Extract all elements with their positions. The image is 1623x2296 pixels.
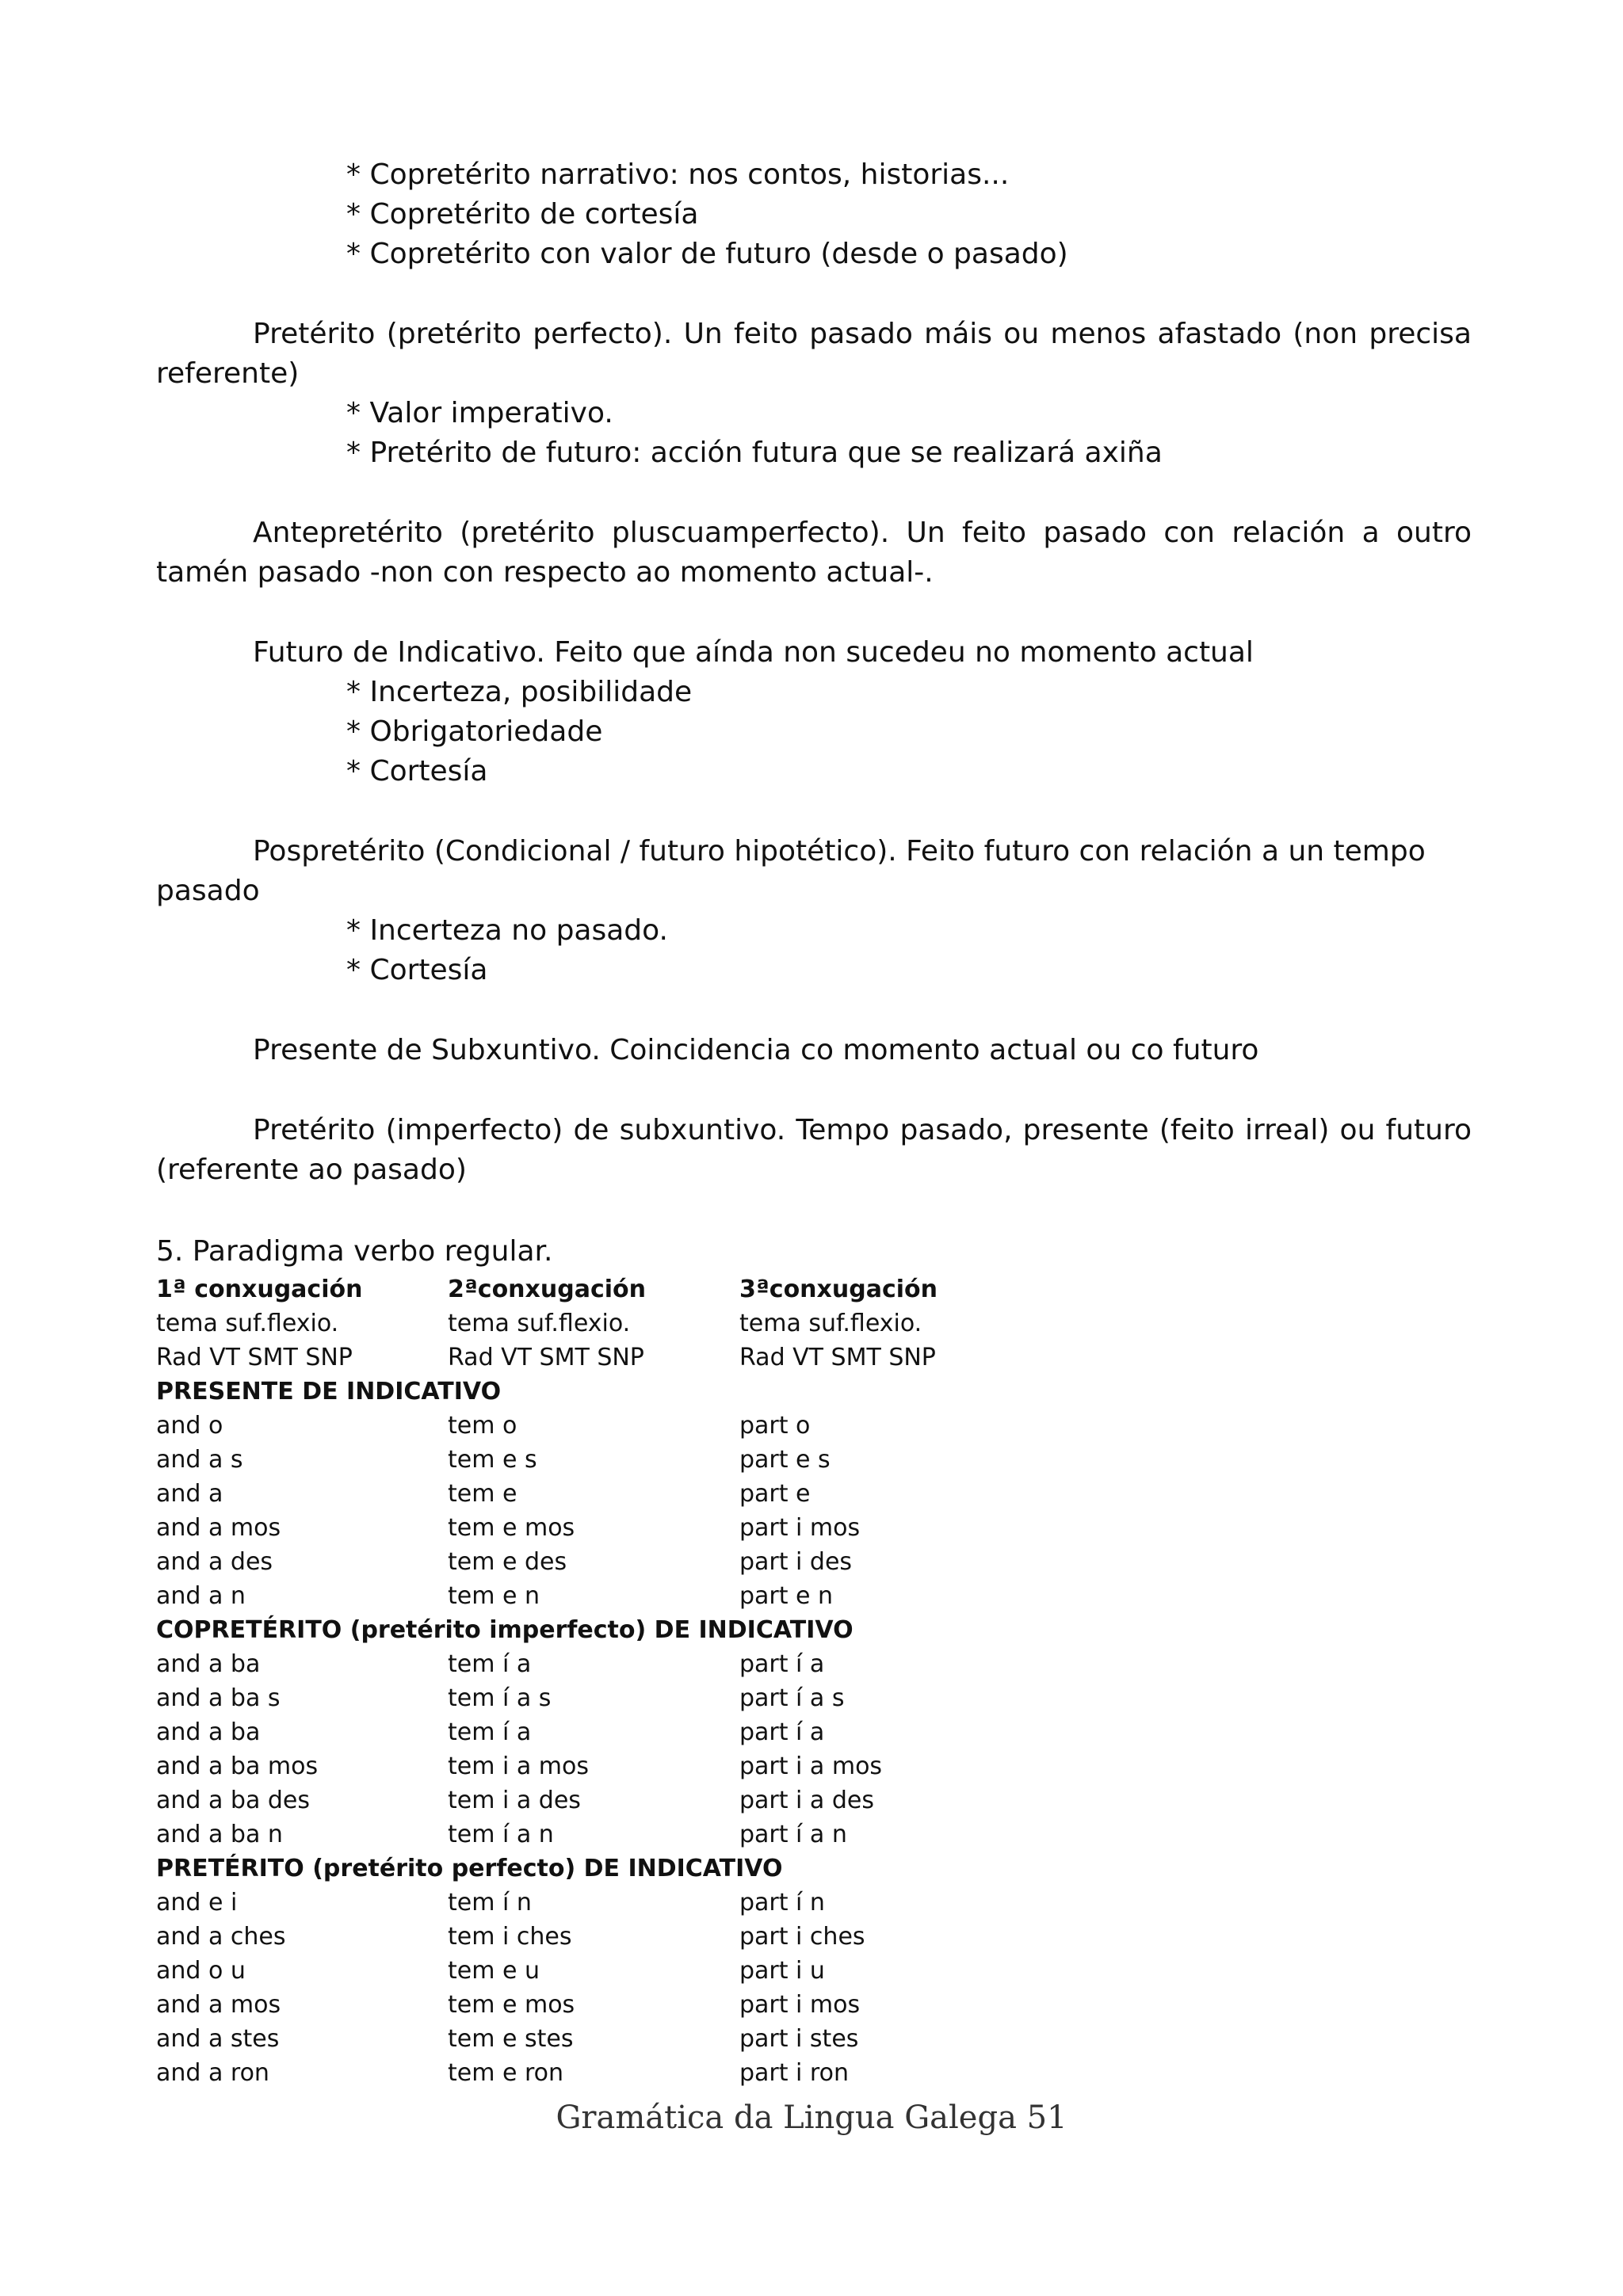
paragraph-preterito: Pretérito (pretérito perfecto). Un feito pasado máis ou menos afastado (non precisa referente) xyxy=(156,318,1472,390)
paragraph-futuro: Futuro de Indicativo. Feito que aínda non sucedeu no momento actual xyxy=(253,636,1254,669)
spacer xyxy=(156,990,1472,1031)
bullet-incerteza-pasado: * Incerteza no pasado. xyxy=(346,914,668,947)
table-cell: part o xyxy=(739,1412,811,1440)
table-cell: and a des xyxy=(156,1548,273,1576)
table-cell: part i ron xyxy=(739,2059,849,2087)
bullet-copreterito-narrativo: * Copretérito narrativo: nos contos, historias... xyxy=(346,158,1010,191)
table-row xyxy=(156,1954,1056,1988)
table-row xyxy=(156,1545,1056,1579)
table-row xyxy=(156,1783,1056,1817)
table-cell: tem e des xyxy=(448,1548,567,1576)
table-cell: and a xyxy=(156,1480,223,1508)
table-cell: part i a mos xyxy=(739,1753,883,1780)
table-cell: and a stes xyxy=(156,2025,280,2053)
bullet-cortesia-2: * Cortesía xyxy=(346,954,488,986)
tense-heading-row xyxy=(156,1375,1056,1409)
table-row xyxy=(156,1409,1056,1443)
table-cell: and a s xyxy=(156,1446,243,1474)
table-row xyxy=(156,1749,1056,1783)
table-subheader-row xyxy=(156,1341,1056,1375)
tense-heading: PRETÉRITO (pretérito perfecto) DE INDICATIVO xyxy=(156,1855,783,1882)
table-cell: and e i xyxy=(156,1889,238,1917)
table-cell: part í a s xyxy=(739,1684,845,1712)
paradigm-table xyxy=(156,1272,1056,2090)
bullet-preterito-futuro: * Pretérito de futuro: acción futura que se realizará axiña xyxy=(346,437,1163,469)
table-cell: tem o xyxy=(448,1412,517,1440)
paragraph-antepreterito: Antepretérito (pretérito pluscuamperfecto). Un feito pasado con relación a outro tamén pasado -non con respecto ao momento actual-. xyxy=(156,517,1472,589)
paragraph-presente-subxuntivo: Presente de Subxuntivo. Coincidencia co momento actual ou co futuro xyxy=(253,1034,1259,1066)
table-row xyxy=(156,1443,1056,1477)
table-cell: part í a xyxy=(739,1718,825,1746)
table-row xyxy=(156,2022,1056,2056)
spacer xyxy=(156,791,1472,832)
spacer xyxy=(156,473,1472,513)
paragraph-preterito-subxuntivo: Pretérito (imperfecto) de subxuntivo. Tempo pasado, presente (feito irreal) ou futuro (referente ao pasado) xyxy=(156,1114,1472,1186)
table-cell: tem í a n xyxy=(448,1821,554,1848)
table-cell: tem i a des xyxy=(448,1787,581,1814)
table-row xyxy=(156,1920,1056,1954)
table-cell: Rad VT SMT SNP xyxy=(739,1344,936,1371)
table-row xyxy=(156,1817,1056,1852)
table-cell: and a mos xyxy=(156,1514,281,1542)
header-1-conxugacion: 1ª conxugación xyxy=(156,1276,363,1303)
bullet-cortesia: * Cortesía xyxy=(346,755,488,788)
header-2-conxugacion: 2ªconxugación xyxy=(448,1276,647,1303)
table-cell: part i u xyxy=(739,1957,825,1985)
bullet-incerteza: * Incerteza, posibilidade xyxy=(346,676,693,708)
table-cell: Rad VT SMT SNP xyxy=(156,1344,353,1371)
table-cell: and a n xyxy=(156,1582,246,1610)
spacer xyxy=(156,1070,1472,1111)
bullet-copreterito-futuro: * Copretérito con valor de futuro (desde o pasado) xyxy=(346,238,1068,270)
header-3-conxugacion: 3ªconxugación xyxy=(739,1276,938,1303)
table-cell: part e s xyxy=(739,1446,831,1474)
table-cell: tem í a xyxy=(448,1718,532,1746)
table-cell: part i mos xyxy=(739,1514,861,1542)
table-cell: and a ba xyxy=(156,1718,261,1746)
table-cell: and a ches xyxy=(156,1923,286,1951)
table-cell: tema suf.flexio. xyxy=(448,1310,631,1337)
table-cell: Rad VT SMT SNP xyxy=(448,1344,644,1371)
bullet-obrigatoriedade: * Obrigatoriedade xyxy=(346,715,603,748)
table-cell: tem e n xyxy=(448,1582,540,1610)
table-cell: and o u xyxy=(156,1957,246,1985)
table-cell: and a ba s xyxy=(156,1684,281,1712)
table-cell: and a ba n xyxy=(156,1821,283,1848)
tense-heading: COPRETÉRITO (pretérito imperfecto) DE INDICATIVO xyxy=(156,1616,854,1644)
spacer xyxy=(156,593,1472,633)
table-cell: tem i a mos xyxy=(448,1753,589,1780)
paragraph-pospreterito: Pospretérito (Condicional / futuro hipotético). Feito futuro con relación a un tempo pasado xyxy=(156,835,1426,907)
paradigm-groups xyxy=(156,1375,1056,2090)
table-row xyxy=(156,1988,1056,2022)
table-cell: part i a des xyxy=(739,1787,874,1814)
table-cell: part e n xyxy=(739,1582,834,1610)
table-cell: and o xyxy=(156,1412,223,1440)
table-cell: tem í n xyxy=(448,1889,532,1917)
page-content xyxy=(156,155,1472,2090)
table-row xyxy=(156,1715,1056,1749)
table-cell: tem e u xyxy=(448,1957,540,1985)
table-cell: part i ches xyxy=(739,1923,865,1951)
table-cell: and a mos xyxy=(156,1991,281,2019)
table-cell: part í n xyxy=(739,1889,825,1917)
table-cell: tem e ron xyxy=(448,2059,564,2087)
table-cell: part i stes xyxy=(739,2025,859,2053)
table-cell: and a ba xyxy=(156,1650,261,1678)
table-row xyxy=(156,1579,1056,1613)
table-cell: part i des xyxy=(739,1548,853,1576)
table-cell: tem e stes xyxy=(448,2025,574,2053)
page-footer: Gramática da Lingua Galega 51 xyxy=(556,2100,1067,2136)
table-cell: tem e s xyxy=(448,1446,537,1474)
table-cell: tema suf.flexio. xyxy=(739,1310,922,1337)
table-row xyxy=(156,1681,1056,1715)
table-row xyxy=(156,1477,1056,1511)
table-subheader-row xyxy=(156,1306,1056,1341)
table-cell: and a ron xyxy=(156,2059,269,2087)
table-cell: part i mos xyxy=(739,1991,861,2019)
table-cell: and a ba mos xyxy=(156,1753,319,1780)
table-cell: tema suf.flexio. xyxy=(156,1310,339,1337)
section-title: 5. Paradigma verbo regular. xyxy=(156,1235,553,1268)
table-cell: part e xyxy=(739,1480,811,1508)
table-row xyxy=(156,1511,1056,1545)
bullet-copreterito-cortesia: * Copretérito de cortesía xyxy=(346,198,699,231)
table-cell: tem e mos xyxy=(448,1991,575,2019)
tense-heading-row xyxy=(156,1852,1056,1886)
table-cell: tem e xyxy=(448,1480,517,1508)
table-cell: tem e mos xyxy=(448,1514,575,1542)
table-row xyxy=(156,1886,1056,1920)
spacer xyxy=(156,274,1472,315)
table-cell: part í a xyxy=(739,1650,825,1678)
tense-heading: PRESENTE DE INDICATIVO xyxy=(156,1378,502,1405)
tense-heading-row xyxy=(156,1613,1056,1647)
table-cell: tem i ches xyxy=(448,1923,572,1951)
table-row xyxy=(156,2056,1056,2090)
table-cell: and a ba des xyxy=(156,1787,310,1814)
table-cell: tem í a xyxy=(448,1650,532,1678)
table-row xyxy=(156,1647,1056,1681)
table-cell: part í a n xyxy=(739,1821,847,1848)
table-cell: tem í a s xyxy=(448,1684,552,1712)
bullet-valor-imperativo: * Valor imperativo. xyxy=(346,397,613,429)
table-header-row xyxy=(156,1272,1056,1306)
